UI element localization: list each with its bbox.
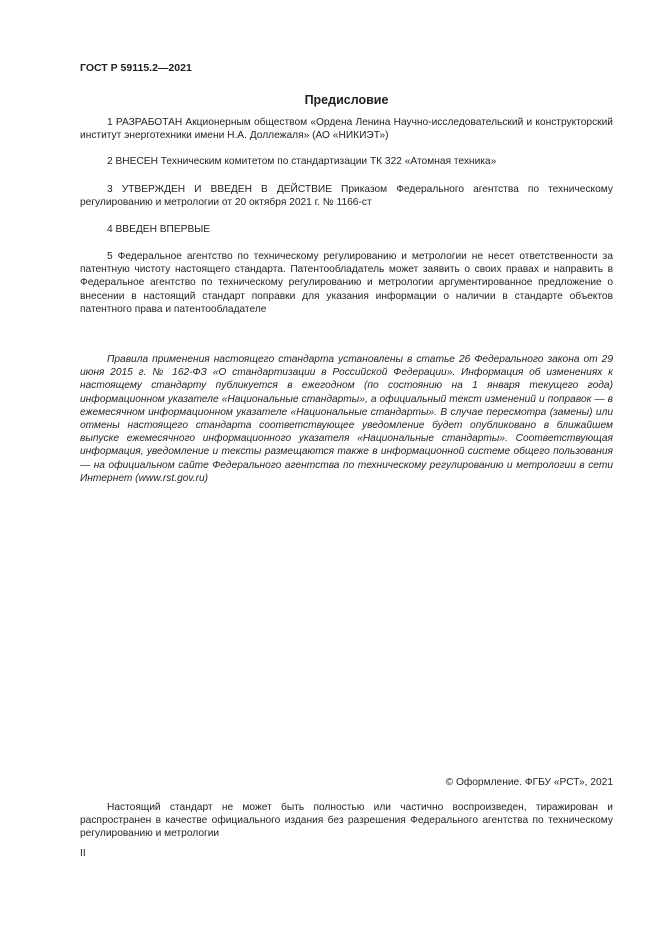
paragraph-developed: 1 РАЗРАБОТАН Акционерным обществом «Ордена Ленина Научно-исследовательский и конструкторский институт энерготехники имени Н.А. Доллежаля» (АО «НИКИЭТ»): [80, 117, 613, 142]
reproduction-notice: Настоящий стандарт не может быть полностью или частично воспроизведен, тиражирован и распространен в качестве официального издания без разрешения Федерального агентства по техническому регулированию и метрологии: [80, 802, 613, 840]
copyright-line: © Оформление. ФГБУ «РСТ», 2021: [445, 777, 613, 788]
paragraph-submitted: 2 ВНЕСЕН Техническим комитетом по стандартизации ТК 322 «Атомная техника»: [107, 156, 497, 167]
section-title: Предисловие: [304, 93, 389, 107]
paragraph-first-introduced: 4 ВВЕДЕН ВПЕРВЫЕ: [107, 224, 211, 235]
paragraph-patent: 5 Федеральное агентство по техническому регулированию и метрологии не несет ответственности за патентную чистоту настоящего стандарта. Патентообладатель может заявить о своих правах и направить в Федеральное агентство по техническому регулированию и метрологии аргументированное предложение о внесении в настоящий стандарт поправки для указания информации о наличии в стандарте объектов патентного права и патентообладателе: [80, 251, 613, 315]
document-header: ГОСТ Р 59115.2—2021: [80, 62, 192, 74]
application-rules-notice: Правила применения настоящего стандарта установлены в статье 26 Федерального закона от 29 июня 2015 г. № 162-ФЗ «О стандартизации в Российской Федерации». Информация об изменениях к настоящему стандарту публикуется в ежегодном (по состоянию на 1 января текущего года) информационном указателе «Национальные стандарты», а официальный текст изменений и поправок — в ежемесячном информационном указателе «Национальные стандарты». В случае пересмотра (замены) или отмены настоящего стандарта соответствующее уведомление будет опубликовано в ближайшем выпуске ежемесячного информационного указателя «Национальные стандарты». Соответствующая информация, уведомление и тексты размещаются также в информационной системе общего пользования — на официальном сайте Федерального агентства по техническому регулированию и метрологии в сети Интернет (www.rst.gov.ru): [80, 354, 613, 484]
page-number: II: [80, 848, 86, 859]
paragraph-approved: 3 УТВЕРЖДЕН И ВВЕДЕН В ДЕЙСТВИЕ Приказом Федерального агентства по техническому регулированию и метрологии от 20 октября 2021 г. № 1166-ст: [80, 184, 613, 209]
